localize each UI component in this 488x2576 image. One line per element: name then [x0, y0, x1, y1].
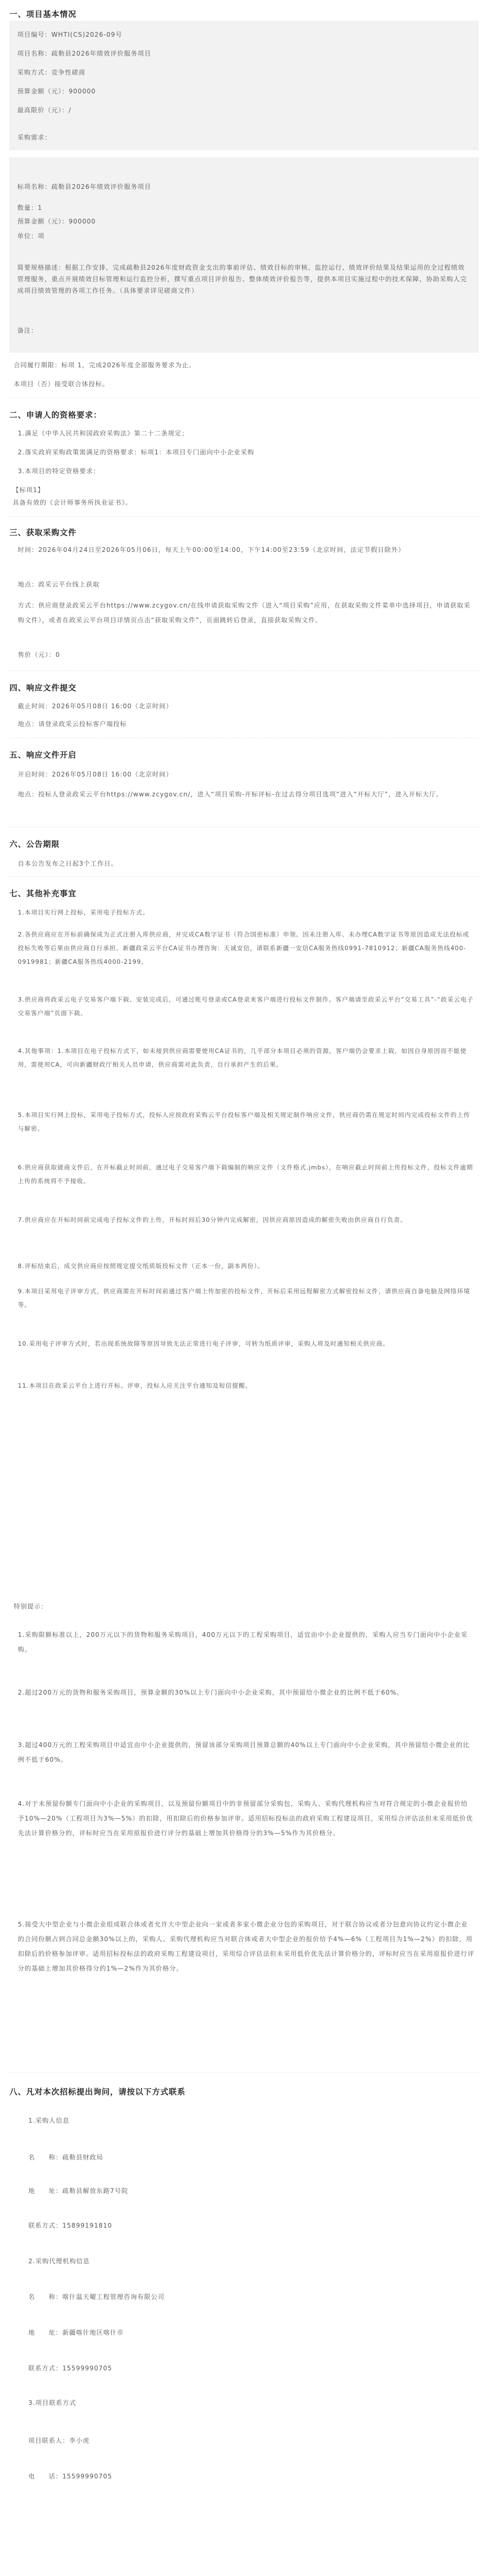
- package-name: 标项名称：疏勒县2026年绩效评价服务项目: [17, 183, 151, 190]
- opening-time: 开启时间：2026年05月08日 16:00（北京时间）: [18, 771, 173, 778]
- section-title-obtain-docs: 三、获取采购文件: [9, 528, 77, 537]
- requirements-box: [9, 157, 479, 353]
- buyer-address: 地 址：疏勒县解放东路7号院: [28, 2187, 128, 2195]
- buyer-info-title: 1.采购人信息: [28, 2117, 70, 2124]
- other-item-3: 3.供应商将政采云电子交易客户端下载、安装完成后，可通过账号登录或CA登录来客户端进行投标文件制作。客户端请至政采云平台“交易工具”-“政采云电子交易客户端”页面下载。: [18, 996, 474, 1017]
- agent-name: 名 称：喀什温天曜工程管理咨询有限公司: [28, 2293, 165, 2301]
- agent-address: 地 址：新疆喀什地区喀什市: [28, 2329, 124, 2336]
- buyer-contact: 联系方式：15899191810: [28, 2222, 112, 2229]
- other-item-4: 4.其他事项：1.本项目在电子投标方式下，如未接到供应商需要使用CA证书的，几乎部分本项目必须的资源，客户端仍会要求上载，如因自身原因而不能使用，需使用CA，可向新疆财政厅相关人员申请，供应商需对此负责，自行承担产生的后果。: [18, 1047, 467, 1068]
- other-item-1: 1.本项目实行网上投标，采用电子投标方式。: [18, 909, 149, 916]
- project-contact-name: 项目联系人：李小虎: [28, 2437, 90, 2444]
- project-contact-title: 3.项目联系方式: [28, 2399, 77, 2407]
- section-title-opening: 五、响应文件开启: [9, 750, 77, 760]
- package-qty: 数量：1: [17, 204, 42, 211]
- other-item-10: 10.采用电子评审方式时，若出现系统故障等原因导致无法正常进行电子评审，可转为纸质评审，采购人将及时通知相关供应商。: [18, 1340, 389, 1347]
- special-notice-3: 3.超过400万元的工程采购项目中适宜由中小企业提供的，预留该部分采购项目预算总额的40%以上专门面向中小企业采购，其中预留给小微企业的比例不低于60%。: [18, 1741, 470, 1763]
- divider: [9, 516, 479, 517]
- contract-period: 合同履行期限：标项 1，完成2026年度全部服务要求为止。: [14, 361, 196, 369]
- qualification-specific: 具备有效的《会计师事务所执业证书》。: [13, 499, 133, 506]
- divider: [9, 670, 479, 671]
- section-title-basic: 一、项目基本情况: [9, 9, 77, 19]
- special-notice-2: 2.超过200万元的货物和服务采购项目，预算金额的30%以上专门面向中小企业采购，其中预留给小微企业的比例不低于60%。: [18, 1689, 404, 1696]
- section-title-contact: 八、凡对本次招标提出询问，请按以下方式联系: [9, 2087, 186, 2096]
- section-title-other: 七、其他补充事宜: [9, 889, 77, 898]
- joint-bid: 本项目（否）接受联合体投标。: [14, 380, 110, 388]
- basic-info-box: [9, 21, 479, 150]
- package-spec: 简要规格描述：根据工作安排，完成疏勒县2026年度财政资金支出的事前评估、绩效目标的审核、监控运行、绩效评价结果及结果运用的全过程绩效管理服务，重点开展绩效目标管理和运行监控分析，撰写重点项目评价报告、整体绩效评价报告等，提供本项目实施过程中的技术保障，协助采购人完成项目绩效管理的各项工作任务。（具体要求详见磋商文件）: [17, 264, 468, 294]
- agent-info-title: 2.采购代理机构信息: [28, 2258, 90, 2265]
- qualification-package-tag: 【标项1】: [13, 486, 45, 494]
- procurement-method: 采购方式：竞争性磋商: [17, 69, 86, 76]
- section-title-submission: 四、响应文件提交: [9, 683, 77, 693]
- project-no: 项目编号：WHTI(CS)2026-09号: [17, 31, 123, 38]
- submission-place: 地点：请登录政采云投标客户端投标: [18, 720, 127, 728]
- max-price: 最高限价（元）：/: [17, 107, 72, 114]
- section-title-qualification: 二、申请人的资格要求：: [9, 410, 102, 420]
- package-budget: 预算金额（元）：900000: [17, 218, 96, 225]
- budget-amount: 预算金额（元）：900000: [17, 88, 96, 95]
- special-notice-1: 1.采购限额标准以上，200万元以下的货物和服务采购项目，400万元以下的工程采购项目，适宜由中小企业提供的，采购人应当专门面向中小企业采购。: [18, 1631, 468, 1653]
- other-item-9: 9.本项目采用电子评审方式，供应商需在开标时间前通过客户端上传加密的投标文件，开标后采用远程解密方式解密投标文件，请供应商自备电脑及网络环境等。: [18, 1287, 470, 1308]
- qualification-item-3: 3.本项目的特定资格要求：: [18, 467, 100, 475]
- agent-contact: 联系方式：15599990705: [28, 2365, 112, 2372]
- special-notice-title: 特别提示：: [14, 1603, 48, 1610]
- obtain-method: 方式：供应商登录政采云平台https://www.zcygov.cn/在线申请获取采购文件（进入“项目采购”应用，在获取采购文件菜单中选择项目，申请获取采购文件），或者在政采云平台项目详情页点击“获取采购文件”，页面跳转后登录，直接获取采购文件。: [18, 602, 471, 624]
- opening-place: 地点：投标人登录政采云平台https://www.zcygov.cn/，进入“项目采购-开标评标-在过去得分项目选项”进入“开标大厅”，进入开标大厅。: [18, 791, 443, 798]
- submission-deadline: 截止时间：2026年05月08日 16:00（北京时间）: [18, 702, 173, 710]
- other-item-8: 8.评标结束后，成交供应商应按照规定提交纸质版投标文件（正本一份，副本两份）。: [18, 1262, 264, 1270]
- buyer-name: 名 称：疏勒县财政局: [28, 2154, 104, 2161]
- project-contact-phone: 电 话：15599990705: [28, 2473, 112, 2480]
- qualification-item-1: 1.满足《中华人民共和国政府采购法》第二十二条规定；: [18, 430, 189, 437]
- special-notice-5: 5.接受大中型企业与小微企业组成联合体或者允许大中型企业向一家或者多家小微企业分包的采购项目，对于联合协议或者分包意向协议约定小微企业的合同份额占到合同总金额30%以上的，采购人、采购代理机构应当对联合体或者大中型企业的报价给予4%—6%（工程项目为1%—2%）的扣除，用扣除后的价格参加评审。适用招标投标法的政府采购工程建设项目，采用综合评估法但未采用低价优先法计算价格分的，评标时应当在采用原报价进行评分的基础上增加其价格得分的1%—2%作为其价格分。: [18, 1921, 475, 1972]
- obtain-price: 售价（元）：0: [18, 651, 60, 658]
- obtain-place: 地点：政采云平台线上获取: [18, 581, 100, 588]
- other-item-11: 11.本项目在政采云平台上进行开标、评审，投标人应关注平台通知及短信提醒。: [18, 1382, 252, 1389]
- obtain-time: 时间：2026年04月24日至2026年05月06日，每天上午00:00至14:00，下午14:00至23:59（北京时间，法定节假日除外）: [18, 546, 405, 553]
- special-notice-4: 4.对于未预留份额专门面向中小企业的采购项目，以及预留份额项目中的非预留部分采购包，采购人、采购代理机构应当对符合规定的小微企业报价给予10%—20%（工程项目为3%—5%）的扣除，用扣除后的价格参加评审。适用招标投标法的政府采购工程建设项目，采用综合评估法但未采用低价优先法计算价格分的，评标时应当在采用原报价进行评分的基础上增加其价格得分的3%—5%作为其价格分。: [18, 1800, 473, 1837]
- section-title-period: 六、公告期限: [9, 839, 60, 849]
- package-note: 备注：: [17, 327, 38, 334]
- divider: [9, 876, 479, 877]
- project-name: 项目名称：疏勒县2026年绩效评价服务项目: [17, 50, 151, 57]
- other-item-7: 7.供应商应在开标时间前完成电子投标文件的上传，开标时间后30分钟内完成解密，因供应商原因造成的解密失败由供应商自行负责。: [18, 1216, 407, 1223]
- requirements-label: 采购需求：: [17, 134, 52, 141]
- other-item-6: 6.供应商获取磋商文件后，在开标截止时间前，通过电子交易客户端下载编制的响应文件（文件格式.jmbs），在响应截止时间前上传投标文件，投标文件逾期上传的系统将不予接收。: [18, 1164, 473, 1185]
- package-unit: 单位：项: [17, 232, 45, 240]
- other-item-5: 5.本项目实行网上投标，采用电子投标方式，投标人应按政府采购云平台投标客户端及相关规定制作响应文件，供应商仍需在规定时间内完成投标文件的上传与解密。: [18, 1111, 470, 1132]
- announcement-period: 自本公告发布之日起3个工作日。: [18, 860, 118, 867]
- divider: [9, 2072, 479, 2073]
- qualification-item-2: 2.落实政府采购政策需满足的资格要求：标项1：本项目专门面向中小企业采购: [18, 449, 255, 456]
- other-item-2: 2.各供应商应在开标前确保成为正式注册入库供应商，并完成CA数字证书（符合国密标准）申领。因未注册入库、未办理CA数字证书等原因造成无法投标或投标失败等后果由供应商自行承担。新疆政采云平台CA证书办理咨询：天诚安信，请联系新疆一安信CA服务热线0991-7810912；新疆CA服务热线400-0919981；新疆CA服务热线4000-2199。: [18, 931, 470, 965]
